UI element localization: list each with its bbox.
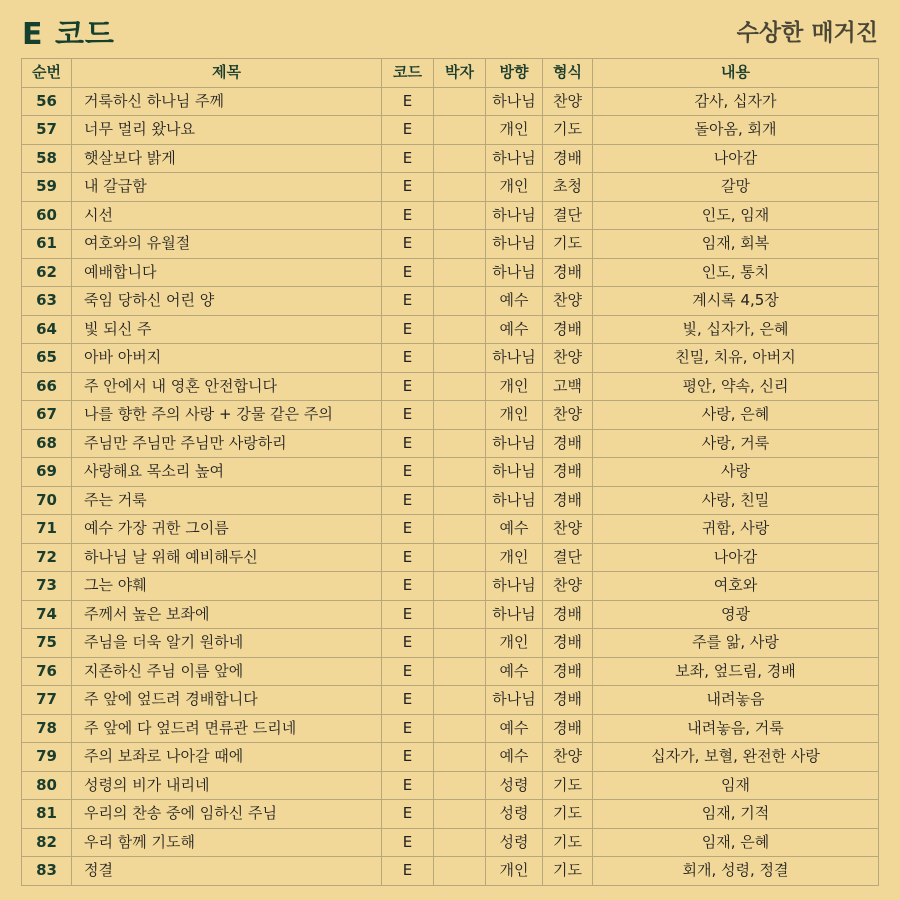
table-row (22, 116, 879, 145)
cell-direction: 하나님 (486, 486, 543, 515)
cell-title: 햇살보다 밝게 (72, 144, 382, 173)
cell-content: 돌아옴, 회개 (593, 116, 879, 145)
column-header-number: 순번 (22, 59, 72, 88)
cell-direction: 예수 (486, 515, 543, 544)
cell-beat (434, 372, 486, 401)
cell-form: 찬양 (543, 287, 593, 316)
cell-title: 지존하신 주님 이름 앞에 (72, 657, 382, 686)
cell-form: 기도 (543, 800, 593, 829)
cell-title: 거룩하신 하나님 주께 (72, 87, 382, 116)
cell-direction: 예수 (486, 287, 543, 316)
table-row (22, 258, 879, 287)
cell-beat (434, 401, 486, 430)
table-row (22, 87, 879, 116)
cell-title: 여호와의 유월절 (72, 230, 382, 259)
cell-title: 정결 (72, 857, 382, 886)
cell-form: 경배 (543, 429, 593, 458)
cell-beat (434, 600, 486, 629)
cell-code: E (382, 714, 434, 743)
column-header-title: 제목 (72, 59, 382, 88)
cell-direction: 예수 (486, 315, 543, 344)
cell-title: 주 안에서 내 영혼 안전합니다 (72, 372, 382, 401)
cell-beat (434, 629, 486, 658)
cell-form: 고백 (543, 372, 593, 401)
cell-content: 보좌, 엎드림, 경배 (593, 657, 879, 686)
cell-direction: 하나님 (486, 87, 543, 116)
table-row (22, 486, 879, 515)
cell-title: 예수 가장 귀한 그이름 (72, 515, 382, 544)
cell-code: E (382, 743, 434, 772)
cell-content: 사랑 (593, 458, 879, 487)
cell-code: E (382, 315, 434, 344)
cell-form: 경배 (543, 629, 593, 658)
cell-title: 주님만 주님만 주님만 사랑하리 (72, 429, 382, 458)
cell-title: 우리의 찬송 중에 임하신 주님 (72, 800, 382, 829)
cell-title: 시선 (72, 201, 382, 230)
cell-content: 내려놓음 (593, 686, 879, 715)
cell-direction: 하나님 (486, 144, 543, 173)
cell-beat (434, 315, 486, 344)
cell-code: E (382, 828, 434, 857)
cell-code: E (382, 230, 434, 259)
cell-content: 나아감 (593, 543, 879, 572)
table-row (22, 686, 879, 715)
cell-number: 81 (22, 800, 72, 829)
cell-form: 경배 (543, 657, 593, 686)
cell-code: E (382, 401, 434, 430)
cell-number: 62 (22, 258, 72, 287)
cell-title: 아바 아버지 (72, 344, 382, 373)
cell-beat (434, 657, 486, 686)
table-row (22, 657, 879, 686)
table-row (22, 629, 879, 658)
cell-content: 임재 (593, 771, 879, 800)
cell-content: 나아감 (593, 144, 879, 173)
cell-direction: 개인 (486, 173, 543, 202)
cell-beat (434, 743, 486, 772)
cell-form: 찬양 (543, 87, 593, 116)
cell-form: 찬양 (543, 401, 593, 430)
cell-form: 경배 (543, 258, 593, 287)
cell-code: E (382, 771, 434, 800)
cell-beat (434, 201, 486, 230)
cell-form: 경배 (543, 486, 593, 515)
cell-direction: 성령 (486, 771, 543, 800)
cell-number: 57 (22, 116, 72, 145)
cell-title: 죽임 당하신 어린 양 (72, 287, 382, 316)
table-row (22, 173, 879, 202)
cell-direction: 개인 (486, 629, 543, 658)
cell-direction: 하나님 (486, 600, 543, 629)
cell-number: 76 (22, 657, 72, 686)
cell-number: 67 (22, 401, 72, 430)
cell-title: 너무 멀리 왔나요 (72, 116, 382, 145)
cell-number: 83 (22, 857, 72, 886)
page-title: E 코드 (22, 17, 115, 52)
cell-number: 64 (22, 315, 72, 344)
cell-content: 십자가, 보혈, 완전한 사랑 (593, 743, 879, 772)
cell-beat (434, 173, 486, 202)
table-row (22, 800, 879, 829)
cell-direction: 개인 (486, 543, 543, 572)
cell-beat (434, 686, 486, 715)
cell-code: E (382, 173, 434, 202)
cell-code: E (382, 429, 434, 458)
cell-content: 사랑, 거룩 (593, 429, 879, 458)
cell-content: 임재, 기적 (593, 800, 879, 829)
cell-code: E (382, 800, 434, 829)
cell-beat (434, 771, 486, 800)
column-header-form: 형식 (543, 59, 593, 88)
cell-direction: 개인 (486, 116, 543, 145)
cell-form: 경배 (543, 600, 593, 629)
table-row (22, 771, 879, 800)
table-row (22, 600, 879, 629)
table-row (22, 315, 879, 344)
cell-content: 갈망 (593, 173, 879, 202)
cell-direction: 하나님 (486, 344, 543, 373)
cell-direction: 하나님 (486, 458, 543, 487)
cell-direction: 개인 (486, 372, 543, 401)
cell-content: 감사, 십자가 (593, 87, 879, 116)
cell-content: 귀함, 사랑 (593, 515, 879, 544)
table-row (22, 401, 879, 430)
cell-form: 기도 (543, 771, 593, 800)
table-header-row (22, 59, 879, 88)
cell-number: 82 (22, 828, 72, 857)
table-row (22, 230, 879, 259)
cell-number: 75 (22, 629, 72, 658)
cell-title: 그는 야훼 (72, 572, 382, 601)
cell-content: 회개, 성령, 정결 (593, 857, 879, 886)
cell-code: E (382, 657, 434, 686)
cell-form: 찬양 (543, 515, 593, 544)
cell-title: 빛 되신 주 (72, 315, 382, 344)
cell-number: 66 (22, 372, 72, 401)
column-header-content: 내용 (593, 59, 879, 88)
cell-beat (434, 258, 486, 287)
cell-beat (434, 828, 486, 857)
cell-beat (434, 572, 486, 601)
cell-title: 주 앞에 다 엎드려 면류관 드리네 (72, 714, 382, 743)
cell-code: E (382, 458, 434, 487)
cell-number: 60 (22, 201, 72, 230)
cell-form: 결단 (543, 201, 593, 230)
cell-code: E (382, 344, 434, 373)
cell-title: 내 갈급함 (72, 173, 382, 202)
cell-form: 기도 (543, 857, 593, 886)
cell-beat (434, 486, 486, 515)
page-header (0, 0, 900, 56)
cell-code: E (382, 144, 434, 173)
table-row (22, 543, 879, 572)
cell-code: E (382, 372, 434, 401)
cell-code: E (382, 543, 434, 572)
cell-code: E (382, 87, 434, 116)
cell-form: 기도 (543, 230, 593, 259)
cell-direction: 하나님 (486, 230, 543, 259)
cell-code: E (382, 258, 434, 287)
cell-content: 여호와 (593, 572, 879, 601)
cell-form: 찬양 (543, 743, 593, 772)
cell-number: 73 (22, 572, 72, 601)
cell-content: 인도, 임재 (593, 201, 879, 230)
cell-content: 인도, 통치 (593, 258, 879, 287)
cell-code: E (382, 600, 434, 629)
cell-form: 초청 (543, 173, 593, 202)
cell-beat (434, 429, 486, 458)
table-row (22, 144, 879, 173)
cell-number: 68 (22, 429, 72, 458)
cell-form: 찬양 (543, 344, 593, 373)
cell-beat (434, 116, 486, 145)
cell-code: E (382, 116, 434, 145)
cell-number: 58 (22, 144, 72, 173)
cell-beat (434, 800, 486, 829)
cell-form: 경배 (543, 714, 593, 743)
cell-code: E (382, 287, 434, 316)
cell-form: 경배 (543, 144, 593, 173)
table-row (22, 458, 879, 487)
cell-content: 평안, 약속, 신리 (593, 372, 879, 401)
cell-content: 사랑, 은혜 (593, 401, 879, 430)
cell-code: E (382, 201, 434, 230)
cell-number: 74 (22, 600, 72, 629)
cell-form: 경배 (543, 686, 593, 715)
cell-code: E (382, 515, 434, 544)
cell-direction: 하나님 (486, 572, 543, 601)
cell-title: 우리 함께 기도해 (72, 828, 382, 857)
cell-content: 사랑, 친밀 (593, 486, 879, 515)
cell-content: 친밀, 치유, 아버지 (593, 344, 879, 373)
table-body (22, 87, 879, 885)
cell-code: E (382, 686, 434, 715)
cell-number: 65 (22, 344, 72, 373)
cell-beat (434, 857, 486, 886)
cell-title: 예배합니다 (72, 258, 382, 287)
cell-content: 빛, 십자가, 은혜 (593, 315, 879, 344)
cell-beat (434, 87, 486, 116)
cell-title: 나를 향한 주의 사랑 + 강물 같은 주의 (72, 401, 382, 430)
cell-number: 69 (22, 458, 72, 487)
cell-number: 72 (22, 543, 72, 572)
cell-title: 주께서 높은 보좌에 (72, 600, 382, 629)
cell-direction: 예수 (486, 714, 543, 743)
cell-direction: 성령 (486, 828, 543, 857)
cell-beat (434, 230, 486, 259)
cell-title: 성령의 비가 내리네 (72, 771, 382, 800)
column-header-code: 코드 (382, 59, 434, 88)
cell-code: E (382, 629, 434, 658)
cell-beat (434, 344, 486, 373)
column-header-direction: 방향 (486, 59, 543, 88)
cell-number: 59 (22, 173, 72, 202)
cell-number: 78 (22, 714, 72, 743)
cell-code: E (382, 572, 434, 601)
cell-title: 주 앞에 엎드려 경배합니다 (72, 686, 382, 715)
cell-direction: 하나님 (486, 429, 543, 458)
table-row (22, 828, 879, 857)
column-header-beat: 박자 (434, 59, 486, 88)
cell-direction: 성령 (486, 800, 543, 829)
cell-direction: 하나님 (486, 201, 543, 230)
cell-title: 사랑해요 목소리 높여 (72, 458, 382, 487)
cell-beat (434, 144, 486, 173)
cell-content: 임재, 은혜 (593, 828, 879, 857)
cell-direction: 개인 (486, 857, 543, 886)
cell-form: 경배 (543, 315, 593, 344)
brand-name: 수상한 매거진 (736, 20, 878, 46)
cell-content: 주를 앎, 사랑 (593, 629, 879, 658)
cell-code: E (382, 857, 434, 886)
cell-form: 경배 (543, 458, 593, 487)
table-row (22, 429, 879, 458)
cell-direction: 예수 (486, 743, 543, 772)
table-row (22, 287, 879, 316)
cell-number: 79 (22, 743, 72, 772)
table-row (22, 372, 879, 401)
cell-beat (434, 714, 486, 743)
cell-beat (434, 458, 486, 487)
cell-direction: 하나님 (486, 686, 543, 715)
cell-content: 영광 (593, 600, 879, 629)
table-row (22, 572, 879, 601)
song-table (21, 58, 879, 886)
cell-form: 찬양 (543, 572, 593, 601)
cell-number: 56 (22, 87, 72, 116)
cell-number: 77 (22, 686, 72, 715)
cell-content: 내려놓음, 거룩 (593, 714, 879, 743)
cell-title: 주의 보좌로 나아갈 때에 (72, 743, 382, 772)
cell-content: 임재, 회복 (593, 230, 879, 259)
cell-form: 결단 (543, 543, 593, 572)
cell-title: 하나님 날 위해 예비해두신 (72, 543, 382, 572)
cell-title: 주는 거룩 (72, 486, 382, 515)
table-row (22, 515, 879, 544)
cell-title: 주님을 더욱 알기 원하네 (72, 629, 382, 658)
cell-direction: 예수 (486, 657, 543, 686)
cell-direction: 하나님 (486, 258, 543, 287)
cell-number: 61 (22, 230, 72, 259)
cell-number: 80 (22, 771, 72, 800)
table-row (22, 201, 879, 230)
cell-number: 71 (22, 515, 72, 544)
cell-number: 70 (22, 486, 72, 515)
cell-code: E (382, 486, 434, 515)
cell-number: 63 (22, 287, 72, 316)
cell-beat (434, 515, 486, 544)
cell-beat (434, 543, 486, 572)
table-row (22, 714, 879, 743)
table-row (22, 743, 879, 772)
cell-form: 기도 (543, 116, 593, 145)
cell-direction: 개인 (486, 401, 543, 430)
cell-beat (434, 287, 486, 316)
cell-form: 기도 (543, 828, 593, 857)
table-row (22, 857, 879, 886)
table-row (22, 344, 879, 373)
cell-content: 계시록 4,5장 (593, 287, 879, 316)
